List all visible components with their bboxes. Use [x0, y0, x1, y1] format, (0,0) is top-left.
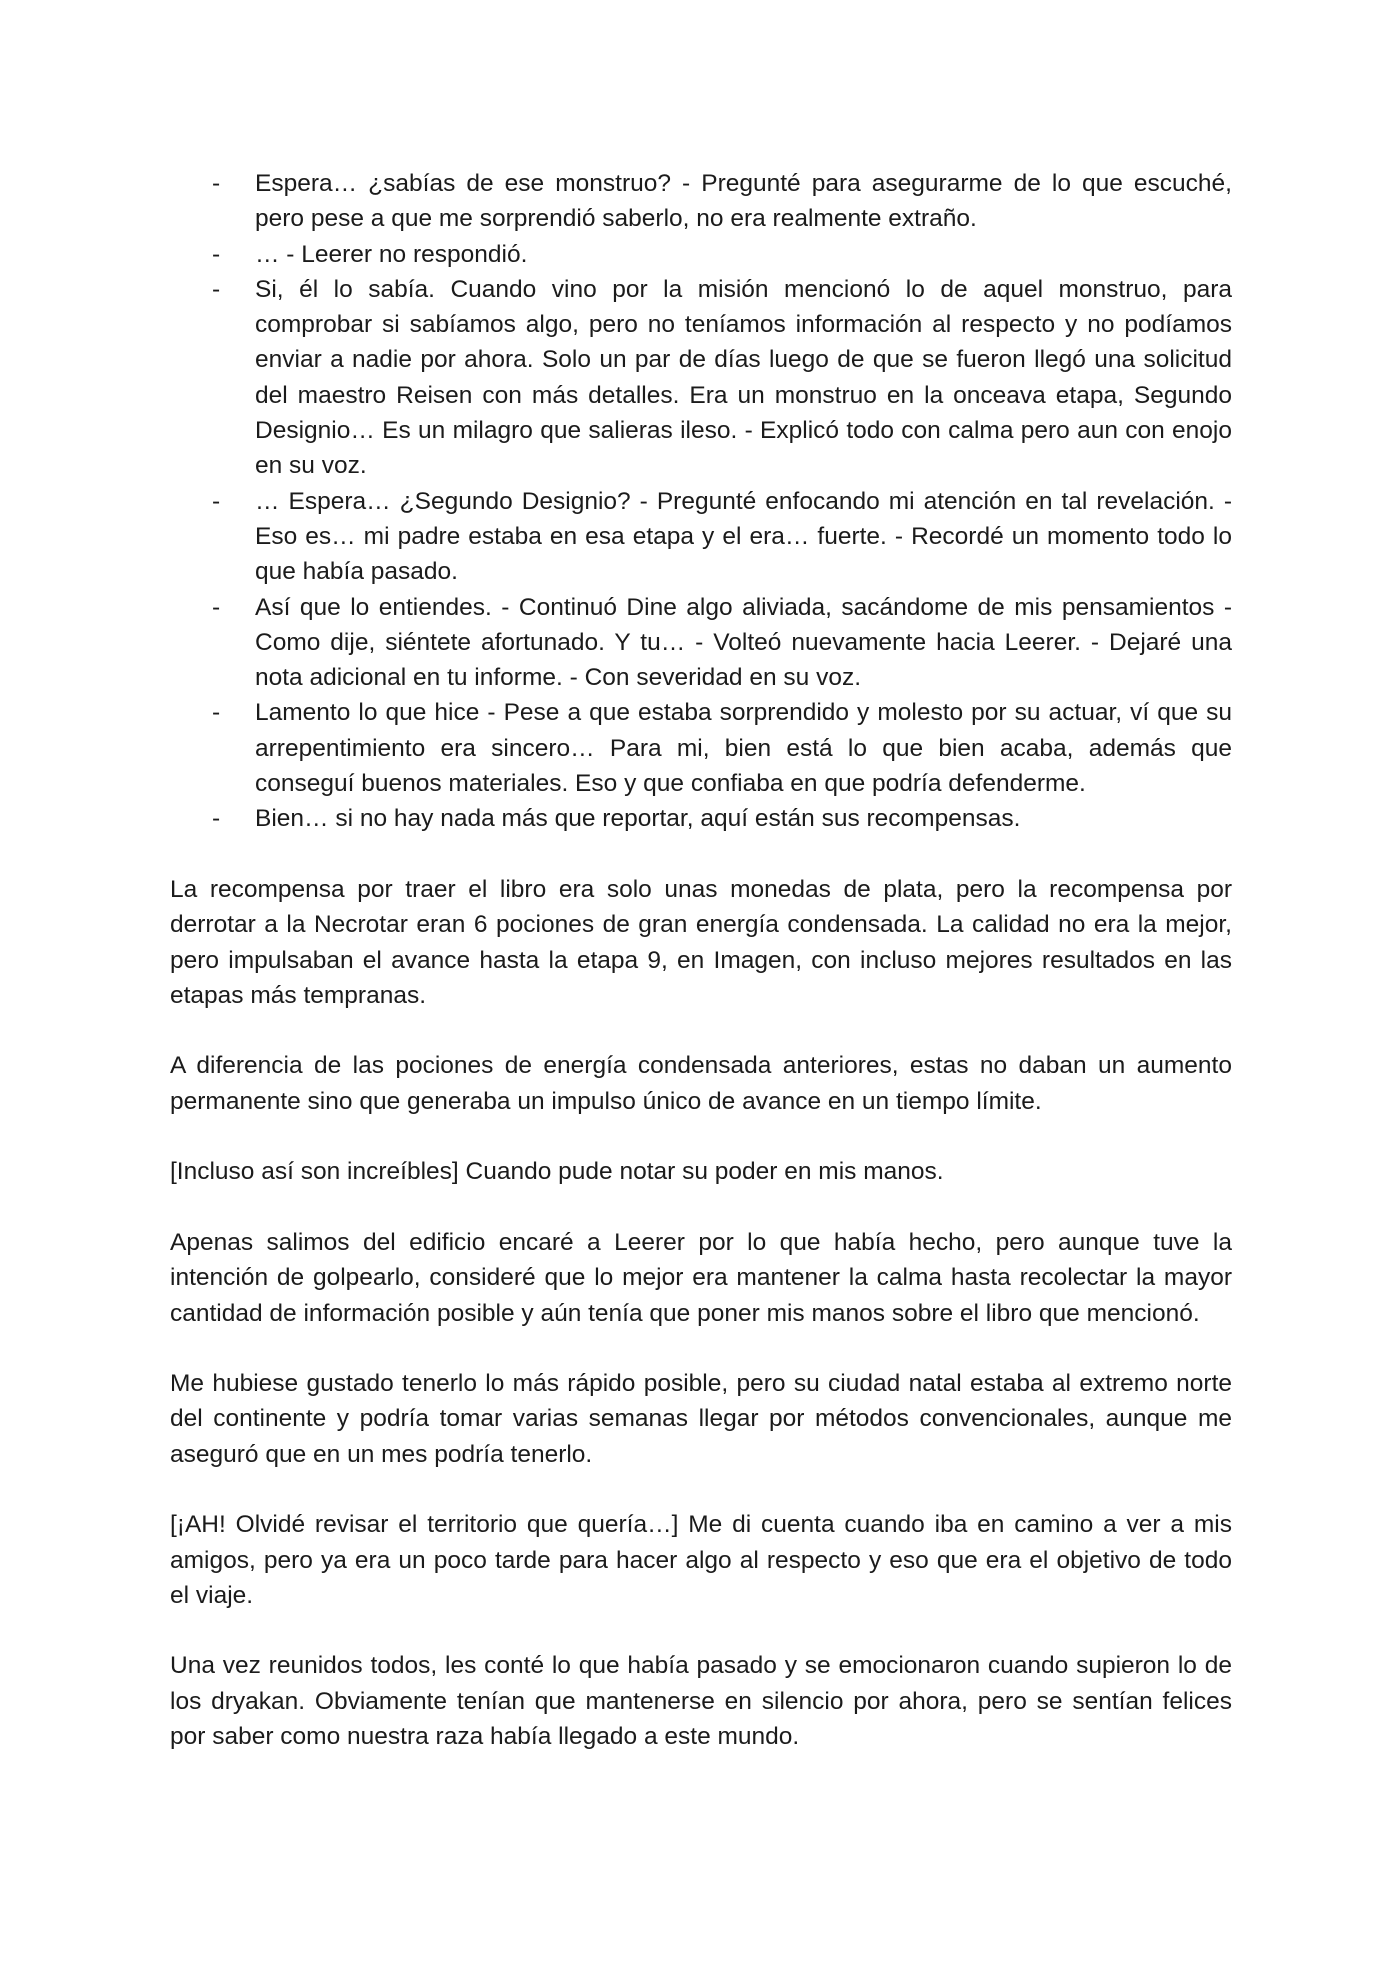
dialogue-line [170, 166, 1232, 237]
dialogue-text: Bien… si no hay nada más que reportar, aquí están sus recompensas. [255, 805, 1021, 833]
body-paragraph: Una vez reunidos todos, les conté lo que había pasado y se emocionaron cuando supieron lo de los dryakan. Obviamente tenían que mantenerse en silencio por ahora, pero se sentían felices por saber como nuestra raza había llegado a este mundo. [170, 1652, 1232, 1751]
body-paragraph: [Incluso así son increíbles] Cuando pude notar su poder en mis manos. [170, 1158, 944, 1186]
body-paragraph: Me hubiese gustado tenerlo lo más rápido posible, pero su ciudad natal estaba al extremo norte del continente y podría tomar varias semanas llegar por métodos convencionales, aunque me aseguró que en un mes podría tenerlo. [170, 1370, 1232, 1468]
dash-bullet: - [212, 805, 221, 833]
body-paragraph: La recompensa por traer el libro era solo unas monedas de plata, pero la recompensa por derrotar a la Necrotar eran 6 pociones de gran energía condensada. La calidad no era la mejor, pero impulsaban el avance hasta la etapa 9, en Imagen, con incluso mejores resultados en las etapas más tempranas. [170, 875, 1232, 1009]
dialogue-list [170, 166, 1232, 837]
dialogue-line [170, 590, 1232, 696]
dialogue-text: Lamento lo que hice - Pese a que estaba sorprendido y molesto por su actuar, ví que su arrepentimiento era sincero… Para mi, bien está lo que bien acaba, además que conseguí buenos materiales. Eso y que confiaba en que podría defenderme. [255, 699, 1232, 798]
dash-bullet: - [212, 593, 221, 621]
body-paragraph: [¡AH! Olvidé revisar el territorio que quería…] Me di cuenta cuando iba en camino a ver a mis amigos, pero ya era un poco tarde para hacer algo al respecto y eso que era el objetivo de todo el viaje. [170, 1511, 1232, 1609]
dialogue-line [170, 272, 1232, 484]
body-paragraph: Apenas salimos del edificio encaré a Leerer por lo que había hecho, pero aunque tuve la intención de golpearlo, consideré que lo mejor era mantener la calma hasta recolectar la mayor cantidad de información posible y aún tenía que poner mis manos sobre el libro que mencionó. [170, 1228, 1232, 1327]
dialogue-line [170, 237, 1232, 272]
dash-bullet: - [212, 240, 221, 268]
dialogue-text: Espera… ¿sabías de ese monstruo? - Pregunté para asegurarme de lo que escuché, pero pese a que me sorprendió saberlo, no era realmente extraño. [255, 170, 1232, 233]
dialogue-line [170, 801, 1232, 836]
document-page [170, 166, 1232, 1754]
dash-bullet: - [212, 170, 221, 197]
dash-bullet: - [212, 275, 221, 303]
dialogue-line [170, 695, 1232, 801]
dialogue-text: Así que lo entiendes. - Continuó Dine algo aliviada, sacándome de mis pensamientos - Como dije, siéntete afortunado. Y tu… - Volteó nuevamente hacia Leerer. - Dejaré una nota adicional en tu informe. - Con severidad en su voz. [255, 593, 1232, 692]
dash-bullet: - [212, 699, 221, 727]
body-paragraph: A diferencia de las pociones de energía condensada anteriores, estas no daban un aumento permanente sino que generaba un impulso único de avance en un tiempo límite. [170, 1052, 1232, 1115]
dialogue-text: … - Leerer no respondió. [255, 240, 528, 268]
dialogue-text: Si, él lo sabía. Cuando vino por la misión mencionó lo de aquel monstruo, para comprobar si sabíamos algo, pero no teníamos información al respecto y no podíamos enviar a nadie por ahora. Solo un par de días luego de que se fueron llegó una solicitud del maestro Reisen con más detalles. Era un monstruo en la onceava etapa, Segundo Designio… Es un milagro que salieras ileso. - Explicó todo con calma pero aun con enojo en su voz. [255, 275, 1232, 480]
dash-bullet: - [212, 487, 221, 515]
dialogue-text: … Espera… ¿Segundo Designio? - Pregunté enfocando mi atención en tal revelación. - Eso es… mi padre estaba en esa etapa y el era… fuerte. - Recordé un momento todo lo que había pasado. [255, 487, 1232, 586]
dialogue-line [170, 484, 1232, 590]
